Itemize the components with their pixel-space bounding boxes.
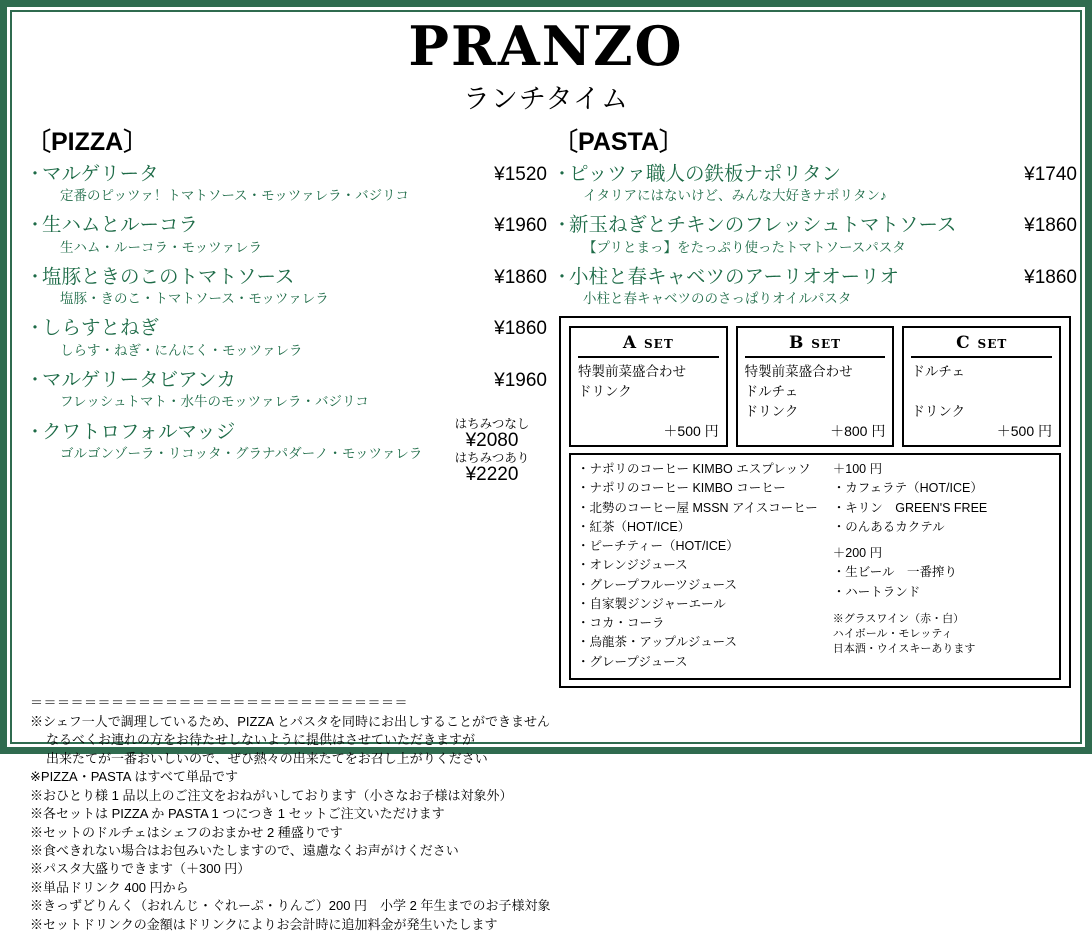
item-name: しらすとねぎ [42,317,160,340]
set-price: ＋500 円 [663,423,719,440]
note-line: ※PIZZA・PASTA はすべて単品です [30,769,239,785]
page-title: PRANZO [408,14,684,78]
notes-area [12,688,1080,934]
set-cards-row [569,326,1061,447]
menu-item[interactable] [553,213,1077,256]
set-word: SET [977,337,1008,352]
drink-item[interactable]: ・のんあるカクテル [832,519,945,534]
bullet-icon: ・ [553,215,571,236]
bullet-icon: ・ [26,318,44,339]
menu-item[interactable] [26,213,547,256]
set-card-b[interactable] [736,326,895,447]
set-line: ドルチェ [911,364,965,380]
pizza-heading: 〔PIZZA〕 [26,127,149,156]
item-description: 塩豚・きのこ・トマトソース・モッツァレラ [60,291,329,307]
page-subtitle: ランチタイム [462,83,630,114]
set-word: SET [644,337,674,352]
menu-item[interactable] [26,416,547,486]
alcohol-note-line: 日本酒・ウイスキーあります [832,642,976,655]
note-line: ※パスタ大盛りできます（＋300 円） [30,861,251,877]
item-description: イタリアにはないけど、みんな大好きナポリタン♪ [583,188,887,204]
menu-columns [12,122,1080,688]
note-line: なるべくお連れの方をお待たせしないように提供はさせていただきますが [46,732,476,748]
drink-list-box [569,453,1061,680]
set-line: ドルチェ [744,383,799,399]
drink-item[interactable]: ・カフェラテ（HOT/ICE） [832,481,983,496]
drink-item[interactable]: ・烏龍茶・アップルジュース [577,635,737,650]
set-letter: C [956,333,971,354]
item-description: 小柱と春キャベツののさっぱりオイルパスタ [583,291,852,307]
drink-item[interactable]: ・ナポリのコーヒー KIMBO エスプレッソ [577,462,811,477]
item-description: 生ハム・ルーコラ・モッツァレラ [60,239,262,255]
item-name: 新玉ねぎとチキンのフレッシュトマトソース [569,214,957,237]
drink-list-right [825,460,1053,672]
menu-item[interactable] [553,162,1077,205]
item-name: マルゲリータ [42,162,159,185]
item-name: ピッツァ職人の鉄板ナポリタン [569,162,842,185]
bullet-icon: ・ [26,215,44,236]
item-price: ¥1860 [494,318,547,340]
set-word: SET [811,337,842,352]
notes-list [30,713,582,934]
set-line: ドリンク [744,403,799,419]
alcohol-note-line: ハイボール・モレッティ [832,627,953,640]
set-line: ドリンク [578,383,632,399]
honey-option-price: ¥2220 [465,464,519,486]
pasta-column [547,122,1077,688]
set-letter: B [788,333,805,354]
drink-item[interactable]: ・自家製ジンジャーエール [577,596,726,611]
set-card-a[interactable] [569,326,728,447]
drink-item[interactable]: ・グレープフルーツジュース [577,577,738,592]
pizza-column [12,122,547,688]
set-line [911,382,1052,402]
set-menu-box [559,316,1071,687]
drink-item[interactable]: ・ピーチティー（HOT/ICE） [577,539,739,554]
honey-option-label: はちみつあり [454,450,530,465]
item-description: フレッシュトマト・水牛のモッツァレラ・バジリコ [60,394,369,410]
set-price: ＋500 円 [996,423,1053,440]
item-description: 定番のピッツァ！トマトソース・モッツァレラ・バジリコ [60,188,409,204]
surcharge-label: ＋100 円 [832,462,883,477]
note-line: ※おひとり様 1 品以上のご注文をおねがいしております（小さなお子様は対象外） [30,787,513,803]
set-line: 特製前菜盛合わせ [578,364,686,380]
drink-surcharge-group-200 [833,544,1053,602]
menu-item[interactable] [553,265,1077,308]
item-name: 小柱と春キャベツのアーリオオーリオ [569,265,899,288]
drink-item[interactable]: ・コカ・コーラ [577,616,665,631]
note-line: ※食べきれない場合はお包みいたしますので、遠慮なくお声がけください [30,842,459,858]
note-line: ※シェフ一人で調理しているため、PIZZA とパスタを同時にお出しすることができません [30,713,550,729]
item-price: ¥1740 [1024,163,1077,185]
bullet-icon: ・ [26,163,44,184]
item-name: 塩豚ときのこのトマトソース [42,265,295,288]
item-description: 【プリとまっ】をたっぷり使ったトマトソースパスタ [583,239,906,255]
drink-list-left [577,460,825,672]
set-line: ドリンク [911,403,966,419]
pasta-heading: 〔PASTA〕 [553,127,685,156]
alcohol-note [833,612,1053,657]
item-price: ¥1860 [1024,266,1077,288]
item-price: ¥1960 [494,369,547,391]
menu-item[interactable] [26,368,547,411]
honey-option-label: はちみつなし [454,416,530,431]
item-description: ゴルゴンゾーラ・リコッタ・グラナパダーノ・モッツァレラ [60,445,423,461]
item-name: クワトロフォルマッジ [42,420,236,443]
menu-inner-frame [10,10,1082,932]
drink-item[interactable]: ・キリン GREEN'S FREE [832,500,988,515]
note-line: ※セットドリンクの金額はドリンクによりお会計時に追加料金が発生いたします [30,916,498,932]
bullet-icon: ・ [553,266,571,287]
note-line: ※セットのドルチェはシェフのおまかせ 2 種盛りです [30,824,343,840]
surcharge-label: ＋200 円 [832,546,883,561]
drink-item[interactable]: ・オレンジジュース [577,558,688,573]
bullet-icon: ・ [26,421,44,442]
alcohol-note-line: ※グラスワイン（赤・白） [832,612,965,625]
drink-item[interactable]: ・ナポリのコーヒー KIMBO コーヒー [577,481,786,496]
bullet-icon: ・ [26,369,44,390]
note-line: ※各セットは PIZZA か PASTA 1 つにつき 1 セットご注文いただけます [30,806,445,822]
note-line: ※きっずどりんく（おれんじ・ぐれーぷ・りんご）200 円 小学 2 年生までのお子様対象 [30,898,551,914]
set-line: 特製前菜盛合わせ [744,364,853,380]
set-card-c[interactable] [902,326,1061,447]
drink-item[interactable]: ・グレープジュース [577,654,688,669]
set-letter: A [622,333,638,354]
item-name: 生ハムとルーコラ [42,214,199,237]
note-line: 出来たてが一番おいしいので、ぜひ熱々の出来たてをお召し上がりください [46,750,488,766]
menu-item[interactable] [26,316,547,359]
drink-item[interactable]: ・北勢のコーヒー屋 MSSN アイスコーヒー [577,500,818,515]
notes-divider: ＝＝＝＝＝＝＝＝＝＝＝＝＝＝＝＝＝＝＝＝＝＝＝＝＝＝＝＝ [30,694,409,710]
item-price: ¥1860 [494,266,547,288]
set-title [745,333,886,358]
set-title [578,333,719,358]
drink-item[interactable]: ・紅茶（HOT/ICE） [577,519,691,534]
honey-option-price: ¥2080 [465,430,519,451]
set-price: ＋800 円 [830,423,886,440]
item-price: ¥1520 [494,163,547,185]
drink-item[interactable]: ・ハートランド [832,584,921,599]
set-title [911,333,1052,358]
item-description: しらす・ねぎ・にんにく・モッツァレラ [60,342,303,358]
honey-price-block [437,418,547,486]
menu-item[interactable] [26,265,547,308]
drink-item[interactable]: ・生ビール 一番搾り [832,565,958,580]
notes-block [12,688,582,934]
item-price: ¥1860 [1024,215,1077,237]
bullet-icon: ・ [26,266,44,287]
item-name: マルゲリータビアンカ [42,368,236,391]
note-line: ※単品ドリンク 400 円から [30,879,189,895]
drink-surcharge-group-100 [833,460,1053,537]
bullet-icon: ・ [553,163,571,184]
item-price: ¥1960 [494,215,547,237]
menu-item[interactable] [26,162,547,205]
